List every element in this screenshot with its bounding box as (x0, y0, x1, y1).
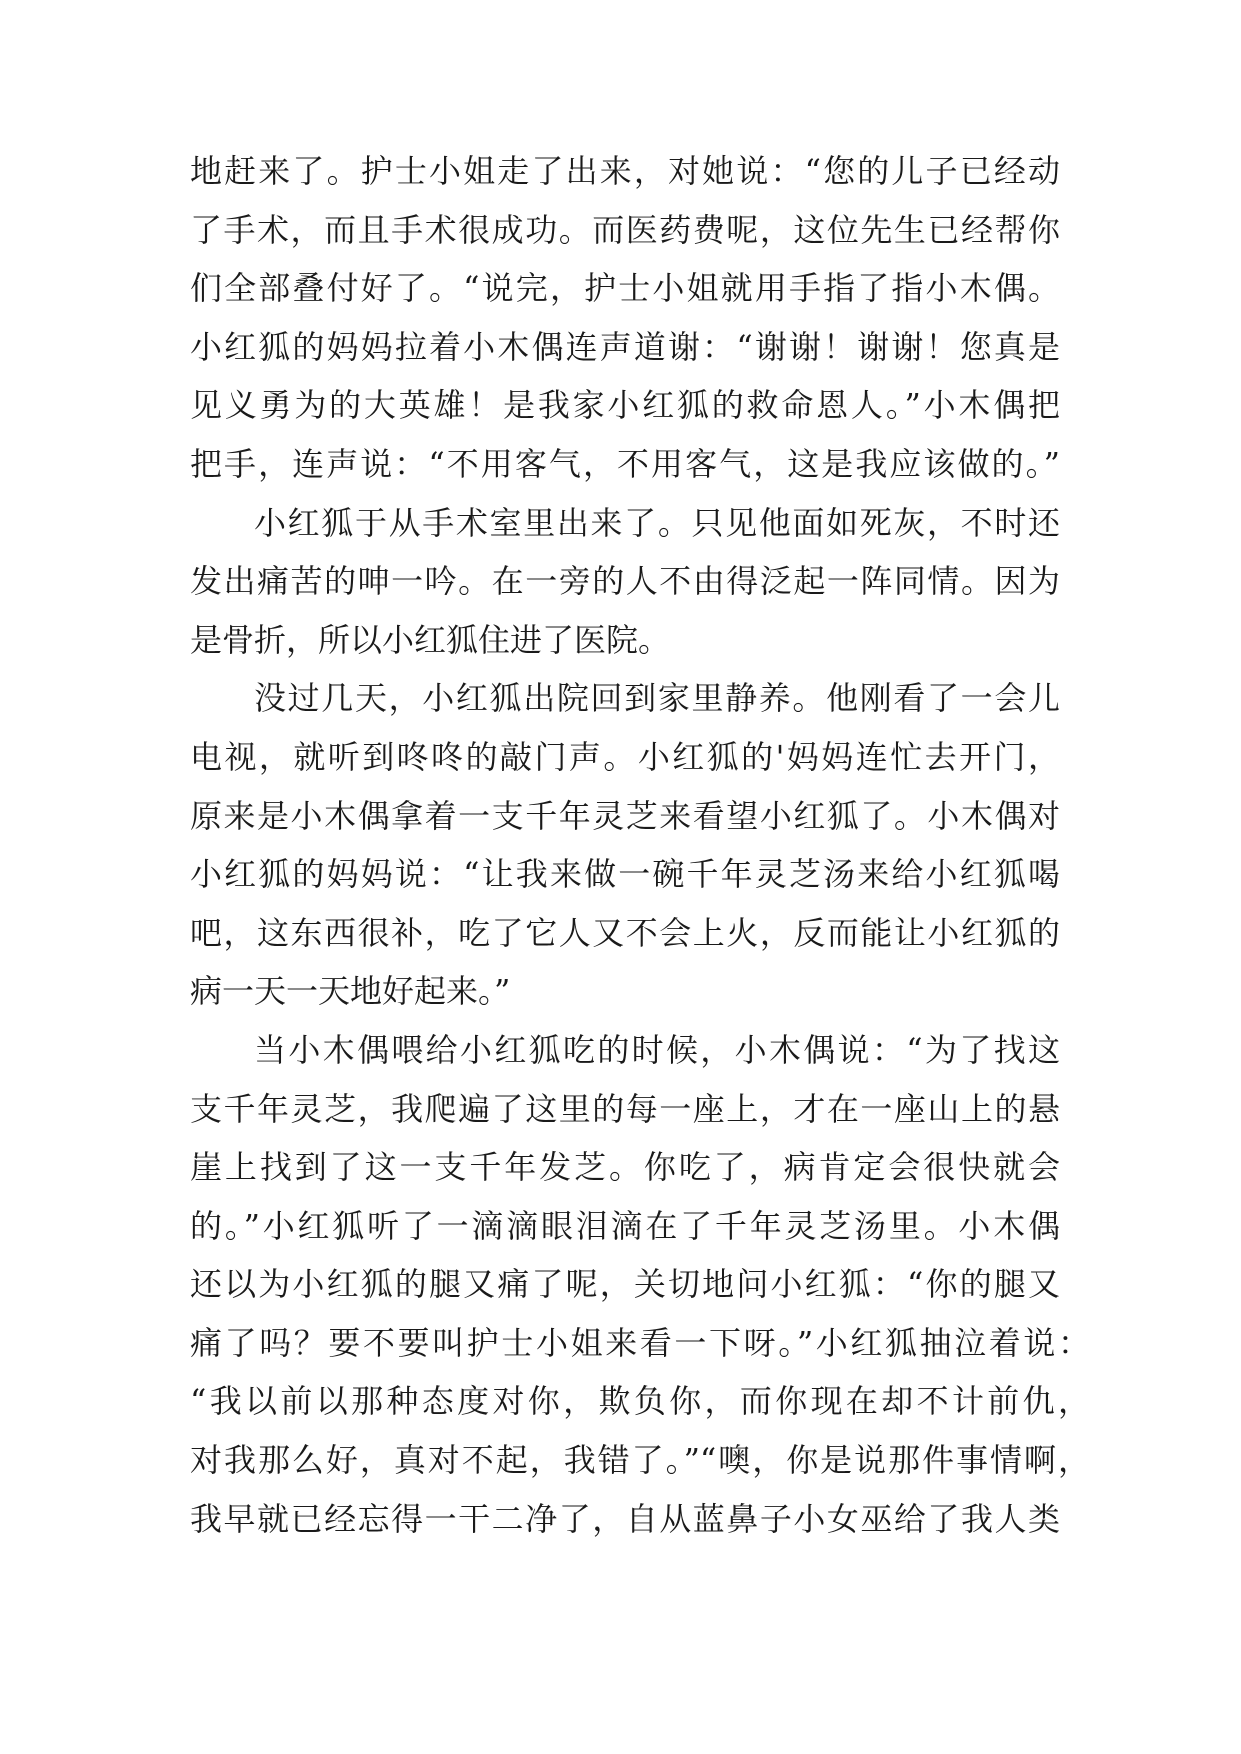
text-line: 我早就已经忘得一干二净了，自从蓝鼻子小女巫给了我人类 (190, 1499, 1060, 1538)
text-line: 的。”小红狐听了一滴滴眼泪滴在了千年灵芝汤里。小木偶 (190, 1206, 1060, 1245)
paragraph-last-line: 是骨折，所以小红狐住进了医院。 (190, 620, 671, 659)
text-line: 电视，就听到咚咚的敲门声。小红狐的'妈妈连忙去开门， (190, 737, 1060, 776)
text-line: 原来是小木偶拿着一支千年灵芝来看望小红狐了。小木偶对 (190, 796, 1060, 835)
text-line: 小红狐的妈妈拉着小木偶连声道谢：“谢谢！谢谢！您真是 (190, 327, 1060, 366)
text-line: 崖上找到了这一支千年发芝。你吃了，病肯定会很快就会 (190, 1148, 1060, 1187)
text-line: 了手术，而且手术很成功。而医药费呢，这位先生已经帮你 (190, 210, 1060, 249)
text-line: 发出痛苦的呻一吟。在一旁的人不由得泛起一阵同情。因为 (190, 562, 1060, 601)
paragraph-first-line: 当小木偶喂给小红狐吃的时候，小木偶说：“为了找这 (254, 1030, 1060, 1069)
text-line: “我以前以那种态度对你，欺负你，而你现在却不计前仇， (190, 1382, 1090, 1421)
text-line: 还以为小红狐的腿又痛了呢，关切地问小红狐：“你的腿又 (190, 1265, 1060, 1304)
text-line: 把手，连声说：“不用客气，不用客气，这是我应该做的。” (190, 444, 1060, 483)
paragraph-first-line: 没过几天，小红狐出院回到家里静养。他刚看了一会儿 (254, 679, 1060, 718)
paragraph-last-line: 病一天一天地好起来。” (190, 972, 511, 1011)
text-line: 小红狐的妈妈说：“让我来做一碗千年灵芝汤来给小红狐喝 (190, 855, 1060, 894)
body-text (190, 152, 1090, 1558)
text-line: 吧，这东西很补，吃了它人又不会上火，反而能让小红狐的 (190, 913, 1060, 952)
text-line: 支千年灵芝，我爬遍了这里的每一座上，才在一座山上的悬 (190, 1089, 1060, 1128)
text-line: 们全部叠付好了。“说完，护士小姐就用手指了指小木偶。 (190, 269, 1060, 308)
text-line: 地赶来了。护士小姐走了出来，对她说：“您的儿子已经动 (190, 152, 1060, 190)
text-line: 对我那么好，真对不起，我错了。”“噢，你是说那件事情啊， (190, 1441, 1090, 1480)
text-line: 见义勇为的大英雄！是我家小红狐的救命恩人。”小木偶把 (190, 386, 1060, 425)
text-line: 痛了吗？要不要叫护士小姐来看一下呀。”小红狐抽泣着说： (190, 1323, 1090, 1362)
paragraph-first-line: 小红狐于从手术室里出来了。只见他面如死灰，不时还 (254, 503, 1060, 542)
